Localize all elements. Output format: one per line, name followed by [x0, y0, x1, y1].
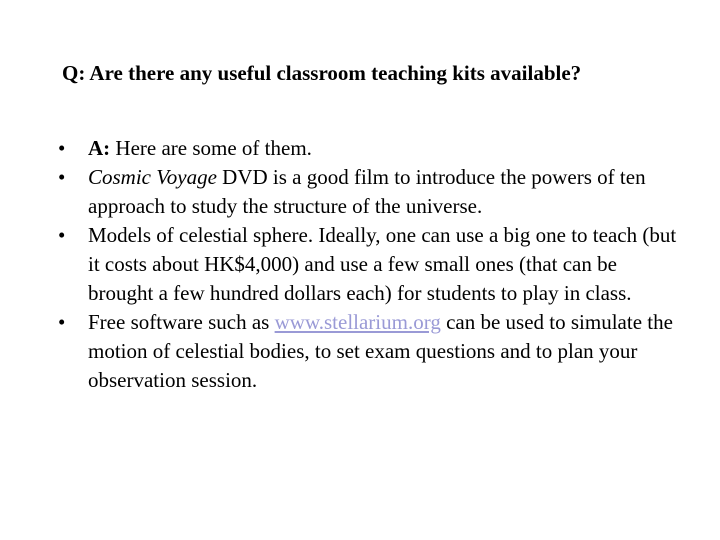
bullet-item-answer — [0, 134, 720, 163]
dvd-text: DVD is a good film to introduce the powers of ten approach to study the structure of the universe. — [88, 165, 646, 218]
bullet-dot-icon: • — [58, 165, 66, 189]
software-text-after: can be used to simulate the motion of celestial bodies, to set exam questions and to plan your observation session. — [88, 310, 673, 392]
bullet-item-software — [0, 308, 720, 395]
software-text-before: Free software such as — [88, 310, 275, 334]
bullet-item-dvd — [0, 163, 720, 221]
bullet-dot-icon: • — [58, 310, 66, 334]
slide-title: Q: Are there any useful classroom teaching kits available? — [62, 61, 582, 85]
bullet-item-models — [0, 221, 720, 308]
models-text: Models of celestial sphere. Ideally, one can use a big one to teach (but it costs about HK$4,000) and use a few small ones (that can be brought a few hundred dollars each) for students to play in class. — [88, 223, 677, 305]
bullet-dot-icon: • — [58, 136, 66, 160]
bullet-list — [0, 134, 720, 395]
bullet-dot-icon: • — [58, 223, 66, 247]
dvd-title: Cosmic Voyage — [88, 165, 217, 189]
answer-label: A: — [88, 136, 111, 160]
stellarium-link[interactable]: www.stellarium.org — [274, 310, 441, 334]
answer-text: Here are some of them. — [110, 136, 312, 160]
